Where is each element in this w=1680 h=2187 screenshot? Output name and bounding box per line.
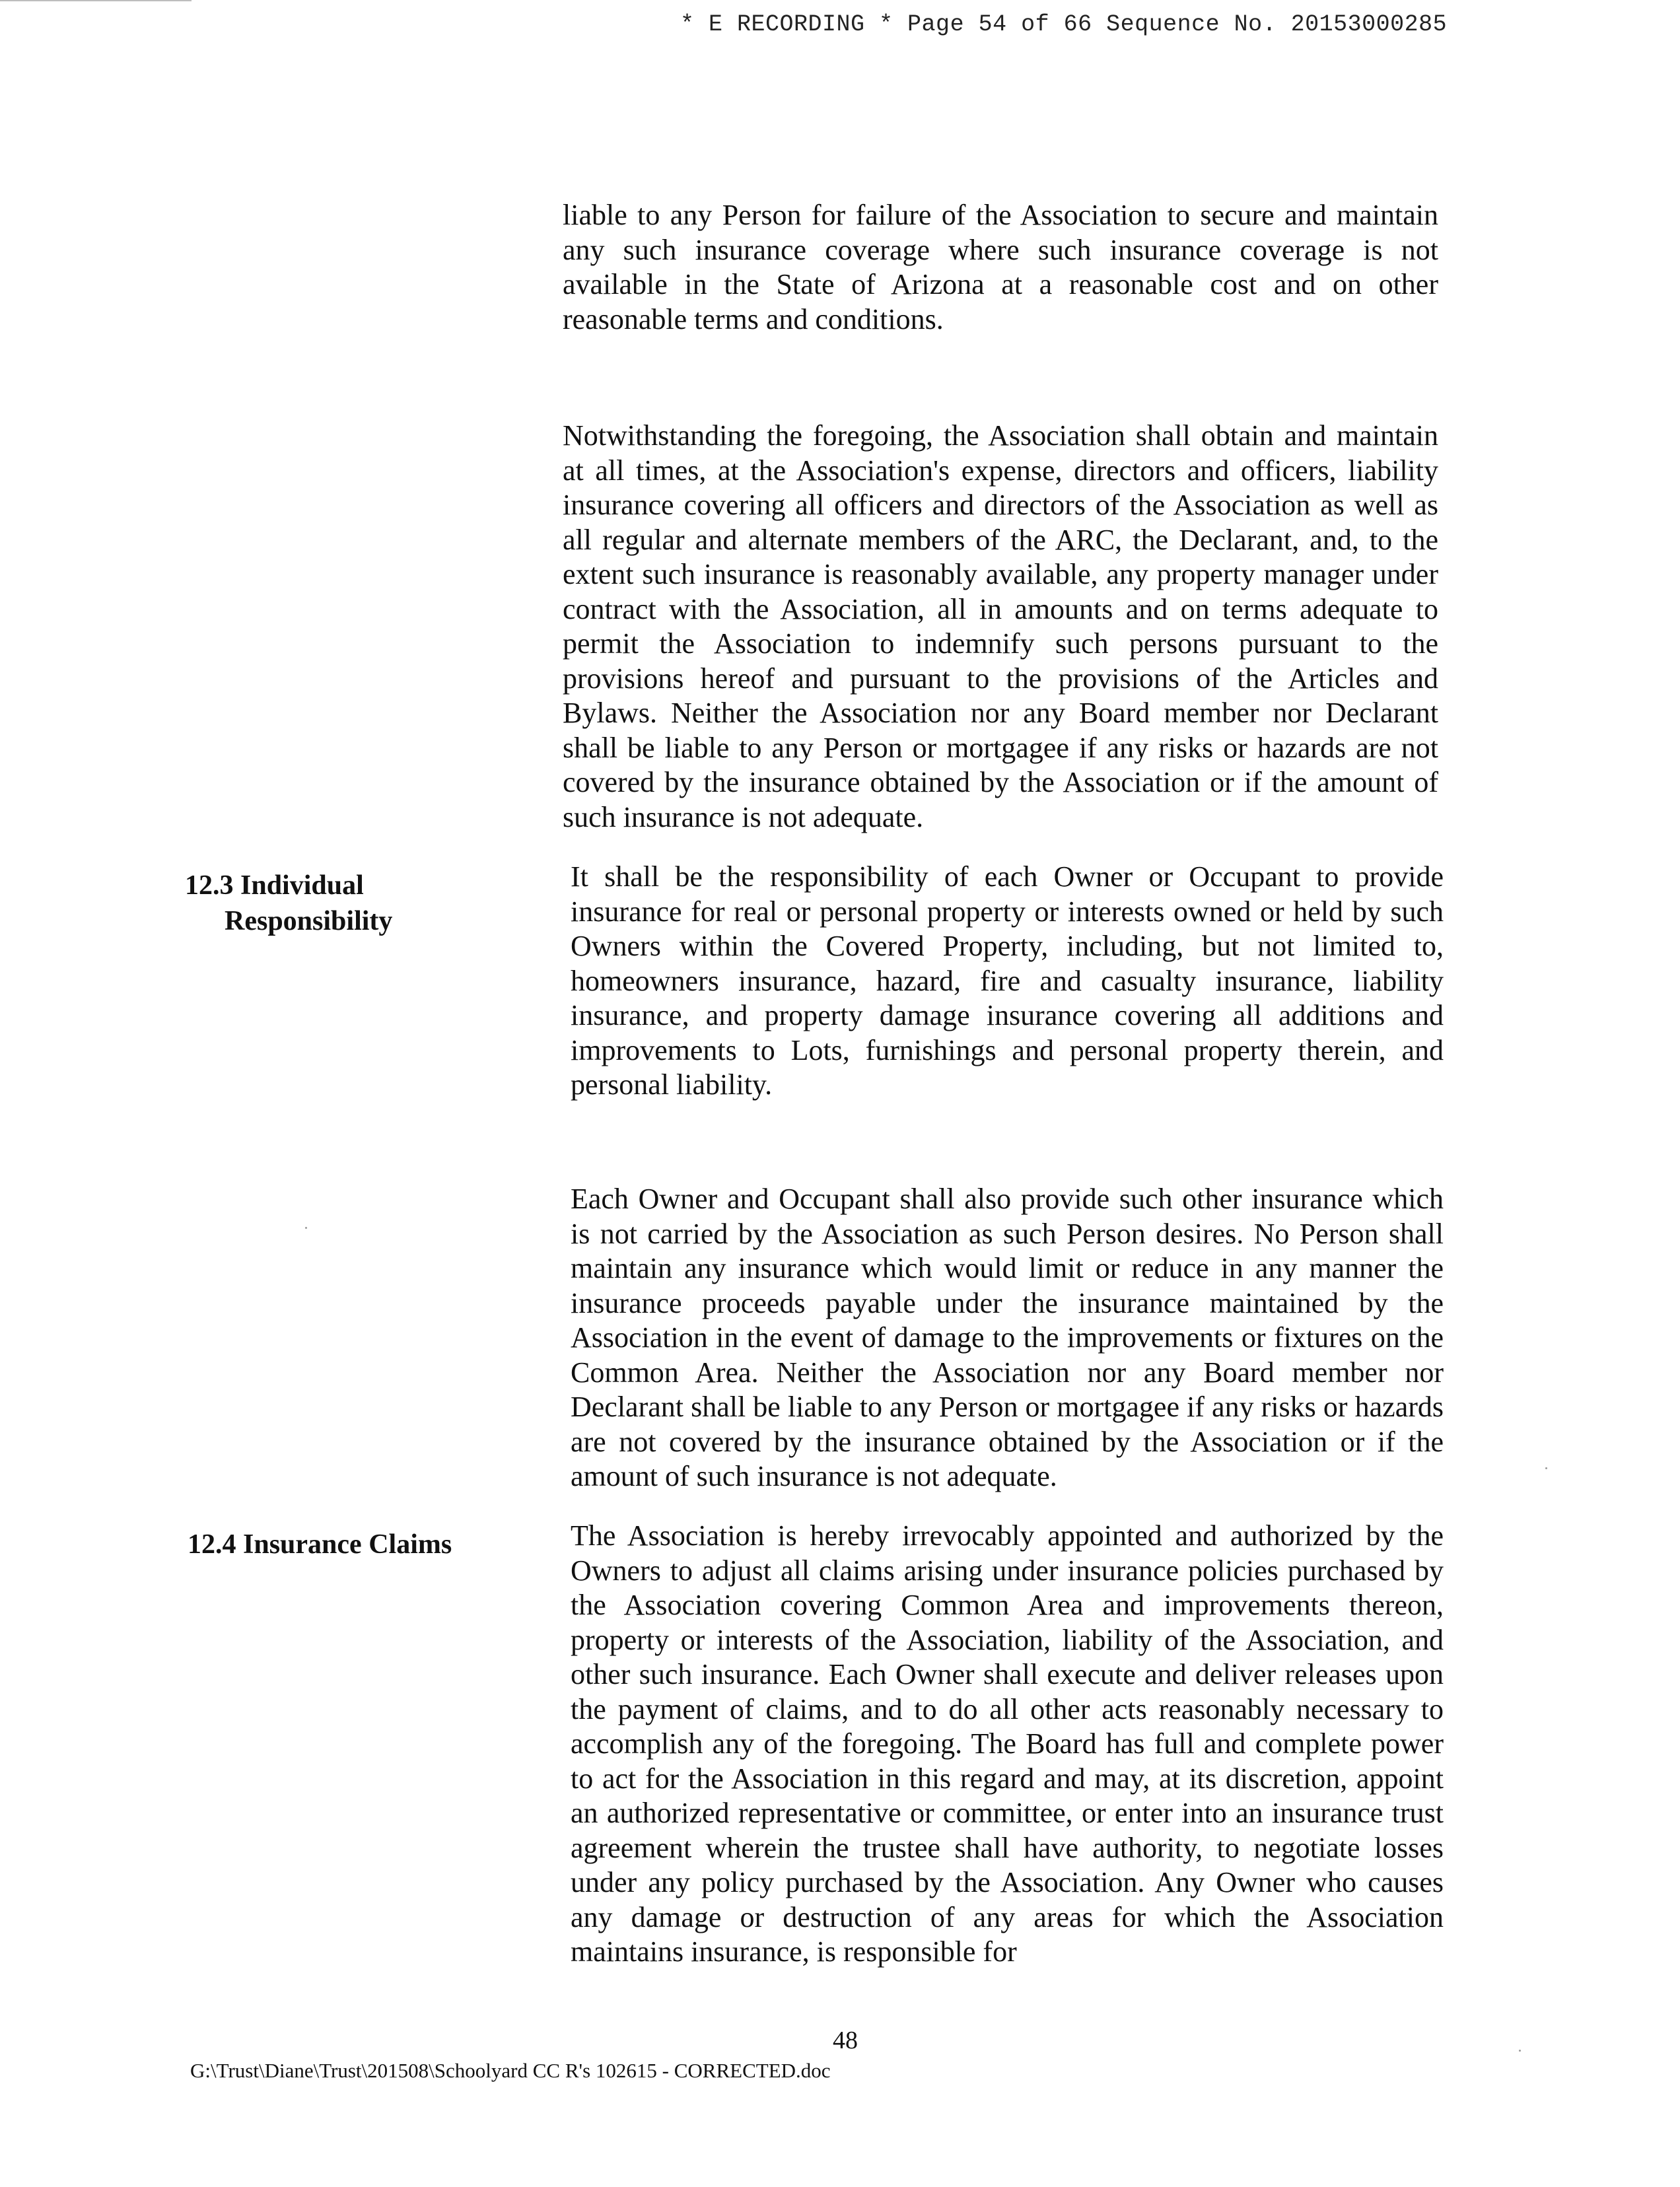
paragraph-insurance-claims: The Association is hereby irrevocably appointed and authorized by the Owners to adjust all claims arising under insurance policies purchased by the Association covering Common Area and improvements thereon, property or interests of the Association, liability of the Association, and other such insurance. Each Owner shall execute and deliver releases upon the payment of claims, and to do all other acts reasonably necessary to accomplish any of the foregoing. The Board has full and complete power to act for the Association in this regard and may, at its discretion, appoint an authorized representative or committee, or enter into an insurance trust agreement wherein the trustee shall have authority, to negotiate losses under any policy purchased by the Association. Any Owner who causes any damage or destruction of any areas for which the Association maintains insurance, is responsible for — [571, 1519, 1444, 1968]
scan-speck — [1519, 2050, 1521, 2052]
paragraph-individual-responsibility: It shall be the responsibility of each Owner or Occupant to provide insurance for real or personal property or interests owned or held by such Owners within the Covered Property, including, but not limited to, homeowners insurance, hazard, fire and casualty insurance, liability insurance, and property damage insurance covering all additions and improvements to Lots, furnishings and personal property therein, and personal liability. — [571, 860, 1444, 1101]
recording-header: * E RECORDING * Page 54 of 66 Sequence No. 20153000285 — [680, 11, 1448, 38]
section-heading-12-3 — [185, 868, 392, 939]
paragraph-directors-officers-insurance: Notwithstanding the foregoing, the Association shall obtain and maintain at all times, at the Association's expense, directors and officers, liability insurance covering all officers and directors of the Association as well as all regular and alternate members of the ARC, the Declarant, and, to the extent such insurance is reasonably available, any property manager under contract with the Association, all in amounts and on terms adequate to permit the Association to indemnify such persons pursuant to the provisions hereof and pursuant to the provisions of the Articles and Bylaws. Neither the Association nor any Board member nor Declarant shall be liable to any Person or mortgagee if any risks or hazards are not covered by the insurance obtained by the Association or if the amount of such insurance is not adequate. — [563, 419, 1438, 833]
section-heading-12-4: 12.4 Insurance Claims — [188, 1529, 452, 1560]
scan-speck — [305, 1227, 307, 1229]
section-heading-12-3-line2: Responsibility — [225, 906, 393, 936]
page-number: 48 — [833, 2027, 858, 2054]
scan-edge-line — [0, 0, 192, 1]
paragraph-insurance-availability: liable to any Person for failure of the Association to secure and maintain any such insurance coverage where such insurance coverage is not available in the State of Arizona at a reasonable cost and on other reasonable terms and conditions. — [563, 199, 1438, 335]
file-path-footer: G:\Trust\Diane\Trust\201508\Schoolyard CC R's 102615 - CORRECTED.doc — [190, 2059, 831, 2082]
scan-speck — [1545, 1467, 1547, 1469]
section-heading-12-3-line1: 12.3 Individual — [185, 870, 364, 901]
paragraph-other-insurance: Each Owner and Occupant shall also provide such other insurance which is not carried by the Association as such Person desires. No Person shall maintain any insurance which would limit or reduce in any manner the insurance proceeds payable under the insurance maintained by the Association in the event of damage to the improvements or fixtures on the Common Area. Neither the Association nor any Board member nor Declarant shall be liable to any Person or mortgagee if any risks or hazards are not covered by the insurance obtained by the Association or if the amount of such insurance is not adequate. — [571, 1183, 1444, 1492]
